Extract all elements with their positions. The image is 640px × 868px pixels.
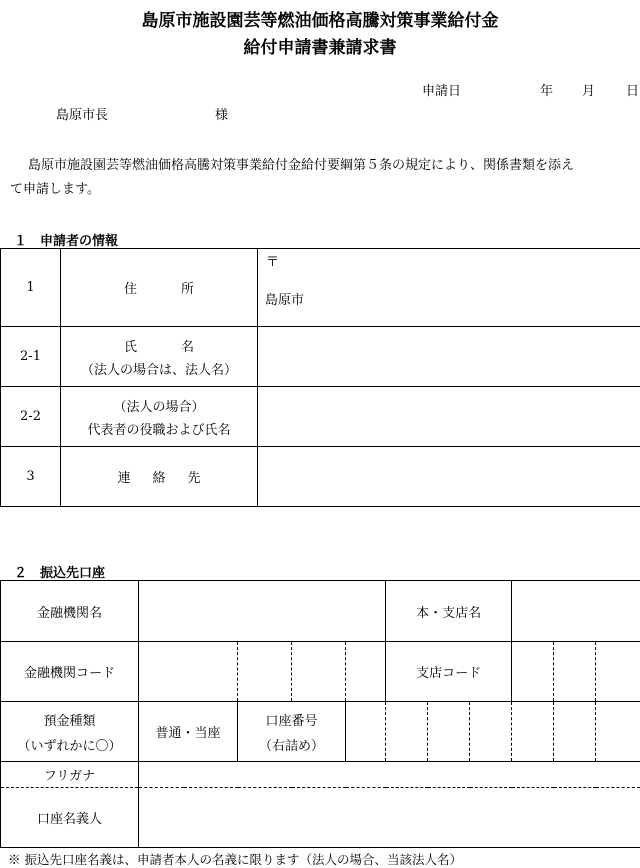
bank-name-field[interactable]	[139, 581, 386, 642]
bank-code-label: 金融機関コード	[1, 642, 139, 702]
footnote: ※ 振込先口座名義は、申請者本人の名義に限ります（法人の場合、当該法人名）	[8, 850, 462, 868]
row-number: 2-1	[1, 327, 61, 387]
account-type-label-line1: 預金種類	[1, 710, 138, 729]
account-number-digit-4[interactable]	[470, 702, 512, 762]
account-holder-label: 口座名義人	[1, 788, 139, 848]
table-row	[1, 387, 640, 447]
table-row	[1, 642, 640, 702]
intro-line2: て申請します。	[10, 178, 100, 197]
bank-account-table	[0, 580, 640, 848]
table-row	[1, 447, 640, 507]
branch-name-label: 本・支店名	[386, 581, 512, 642]
row-number: 3	[1, 447, 61, 507]
row-number: 2-2	[1, 387, 61, 447]
date-label: 申請日	[422, 80, 461, 99]
account-number-digit-1[interactable]	[346, 702, 386, 762]
account-type-label	[1, 702, 139, 762]
date-day-label: 日	[626, 80, 639, 99]
section1-heading: １ 申請者の情報	[14, 230, 118, 249]
account-number-digit-5[interactable]	[512, 702, 554, 762]
table-row	[1, 327, 640, 387]
branch-code-digit-2[interactable]	[554, 642, 596, 702]
account-number-label	[238, 702, 346, 762]
honorific: 様	[215, 104, 228, 123]
bank-code-digit-2[interactable]	[238, 642, 292, 702]
table-row	[1, 249, 640, 327]
branch-name-field[interactable]	[512, 581, 640, 642]
address-label-a: 住	[124, 282, 137, 297]
table-row	[1, 762, 640, 788]
address-field[interactable]	[258, 249, 640, 327]
bank-name-label: 金融機関名	[1, 581, 139, 642]
row-number: 1	[1, 249, 61, 327]
representative-label	[61, 387, 258, 447]
intro-line1: 島原市施設園芸等燃油価格高騰対策事業給付金給付要綱第５条の規定により、関係書類を添え	[28, 154, 574, 173]
date-year-label: 年	[540, 80, 553, 99]
name-label	[61, 327, 258, 387]
contact-label	[61, 447, 258, 507]
account-number-digit-2[interactable]	[386, 702, 428, 762]
furigana-field[interactable]	[139, 762, 640, 788]
name-label-b: 名	[181, 340, 194, 355]
postal-mark: 〒	[266, 251, 279, 270]
account-type-label-line2: （いずれかに〇）	[1, 735, 138, 754]
account-number-label-line1: 口座番号	[238, 710, 345, 729]
name-field[interactable]	[258, 327, 640, 387]
contact-label-c: 先	[188, 471, 201, 486]
contact-label-a: 連	[117, 471, 130, 486]
representative-label-line2: 代表者の役職および氏名	[61, 419, 257, 438]
representative-label-line1: （法人の場合）	[61, 396, 257, 415]
account-number-digit-6[interactable]	[554, 702, 596, 762]
applicant-info-table	[0, 248, 640, 507]
section2-heading: ２ 振込先口座	[14, 562, 105, 581]
furigana-label: フリガナ	[1, 762, 139, 788]
account-number-digit-3[interactable]	[428, 702, 470, 762]
account-holder-field[interactable]	[139, 788, 640, 848]
representative-field[interactable]	[258, 387, 640, 447]
bank-code-digit-3[interactable]	[292, 642, 346, 702]
address-city: 島原市	[265, 289, 304, 308]
document-title-line2: 給付申請書兼請求書	[0, 33, 640, 58]
table-row	[1, 702, 640, 762]
branch-code-digit-1[interactable]	[512, 642, 554, 702]
contact-label-b: 絡	[152, 471, 165, 486]
name-label-a: 氏	[124, 340, 137, 355]
bank-code-digit-1[interactable]	[139, 642, 238, 702]
addressee: 島原市長	[56, 104, 108, 123]
address-label-b: 所	[181, 282, 194, 297]
contact-field[interactable]	[258, 447, 640, 507]
branch-code-digit-3[interactable]	[596, 642, 640, 702]
account-number-digit-7[interactable]	[596, 702, 640, 762]
account-type-options[interactable]: 普通・当座	[139, 702, 238, 762]
branch-code-label: 支店コード	[386, 642, 512, 702]
name-note: （法人の場合は、法人名）	[61, 359, 257, 378]
document-title-line1: 島原市施設園芸等燃油価格高騰対策事業給付金	[0, 6, 640, 31]
date-month-label: 月	[582, 80, 595, 99]
account-number-label-line2: （右詰め）	[238, 735, 345, 754]
table-row	[1, 788, 640, 848]
bank-code-digit-4[interactable]	[346, 642, 386, 702]
table-row	[1, 581, 640, 642]
address-label	[61, 249, 258, 327]
